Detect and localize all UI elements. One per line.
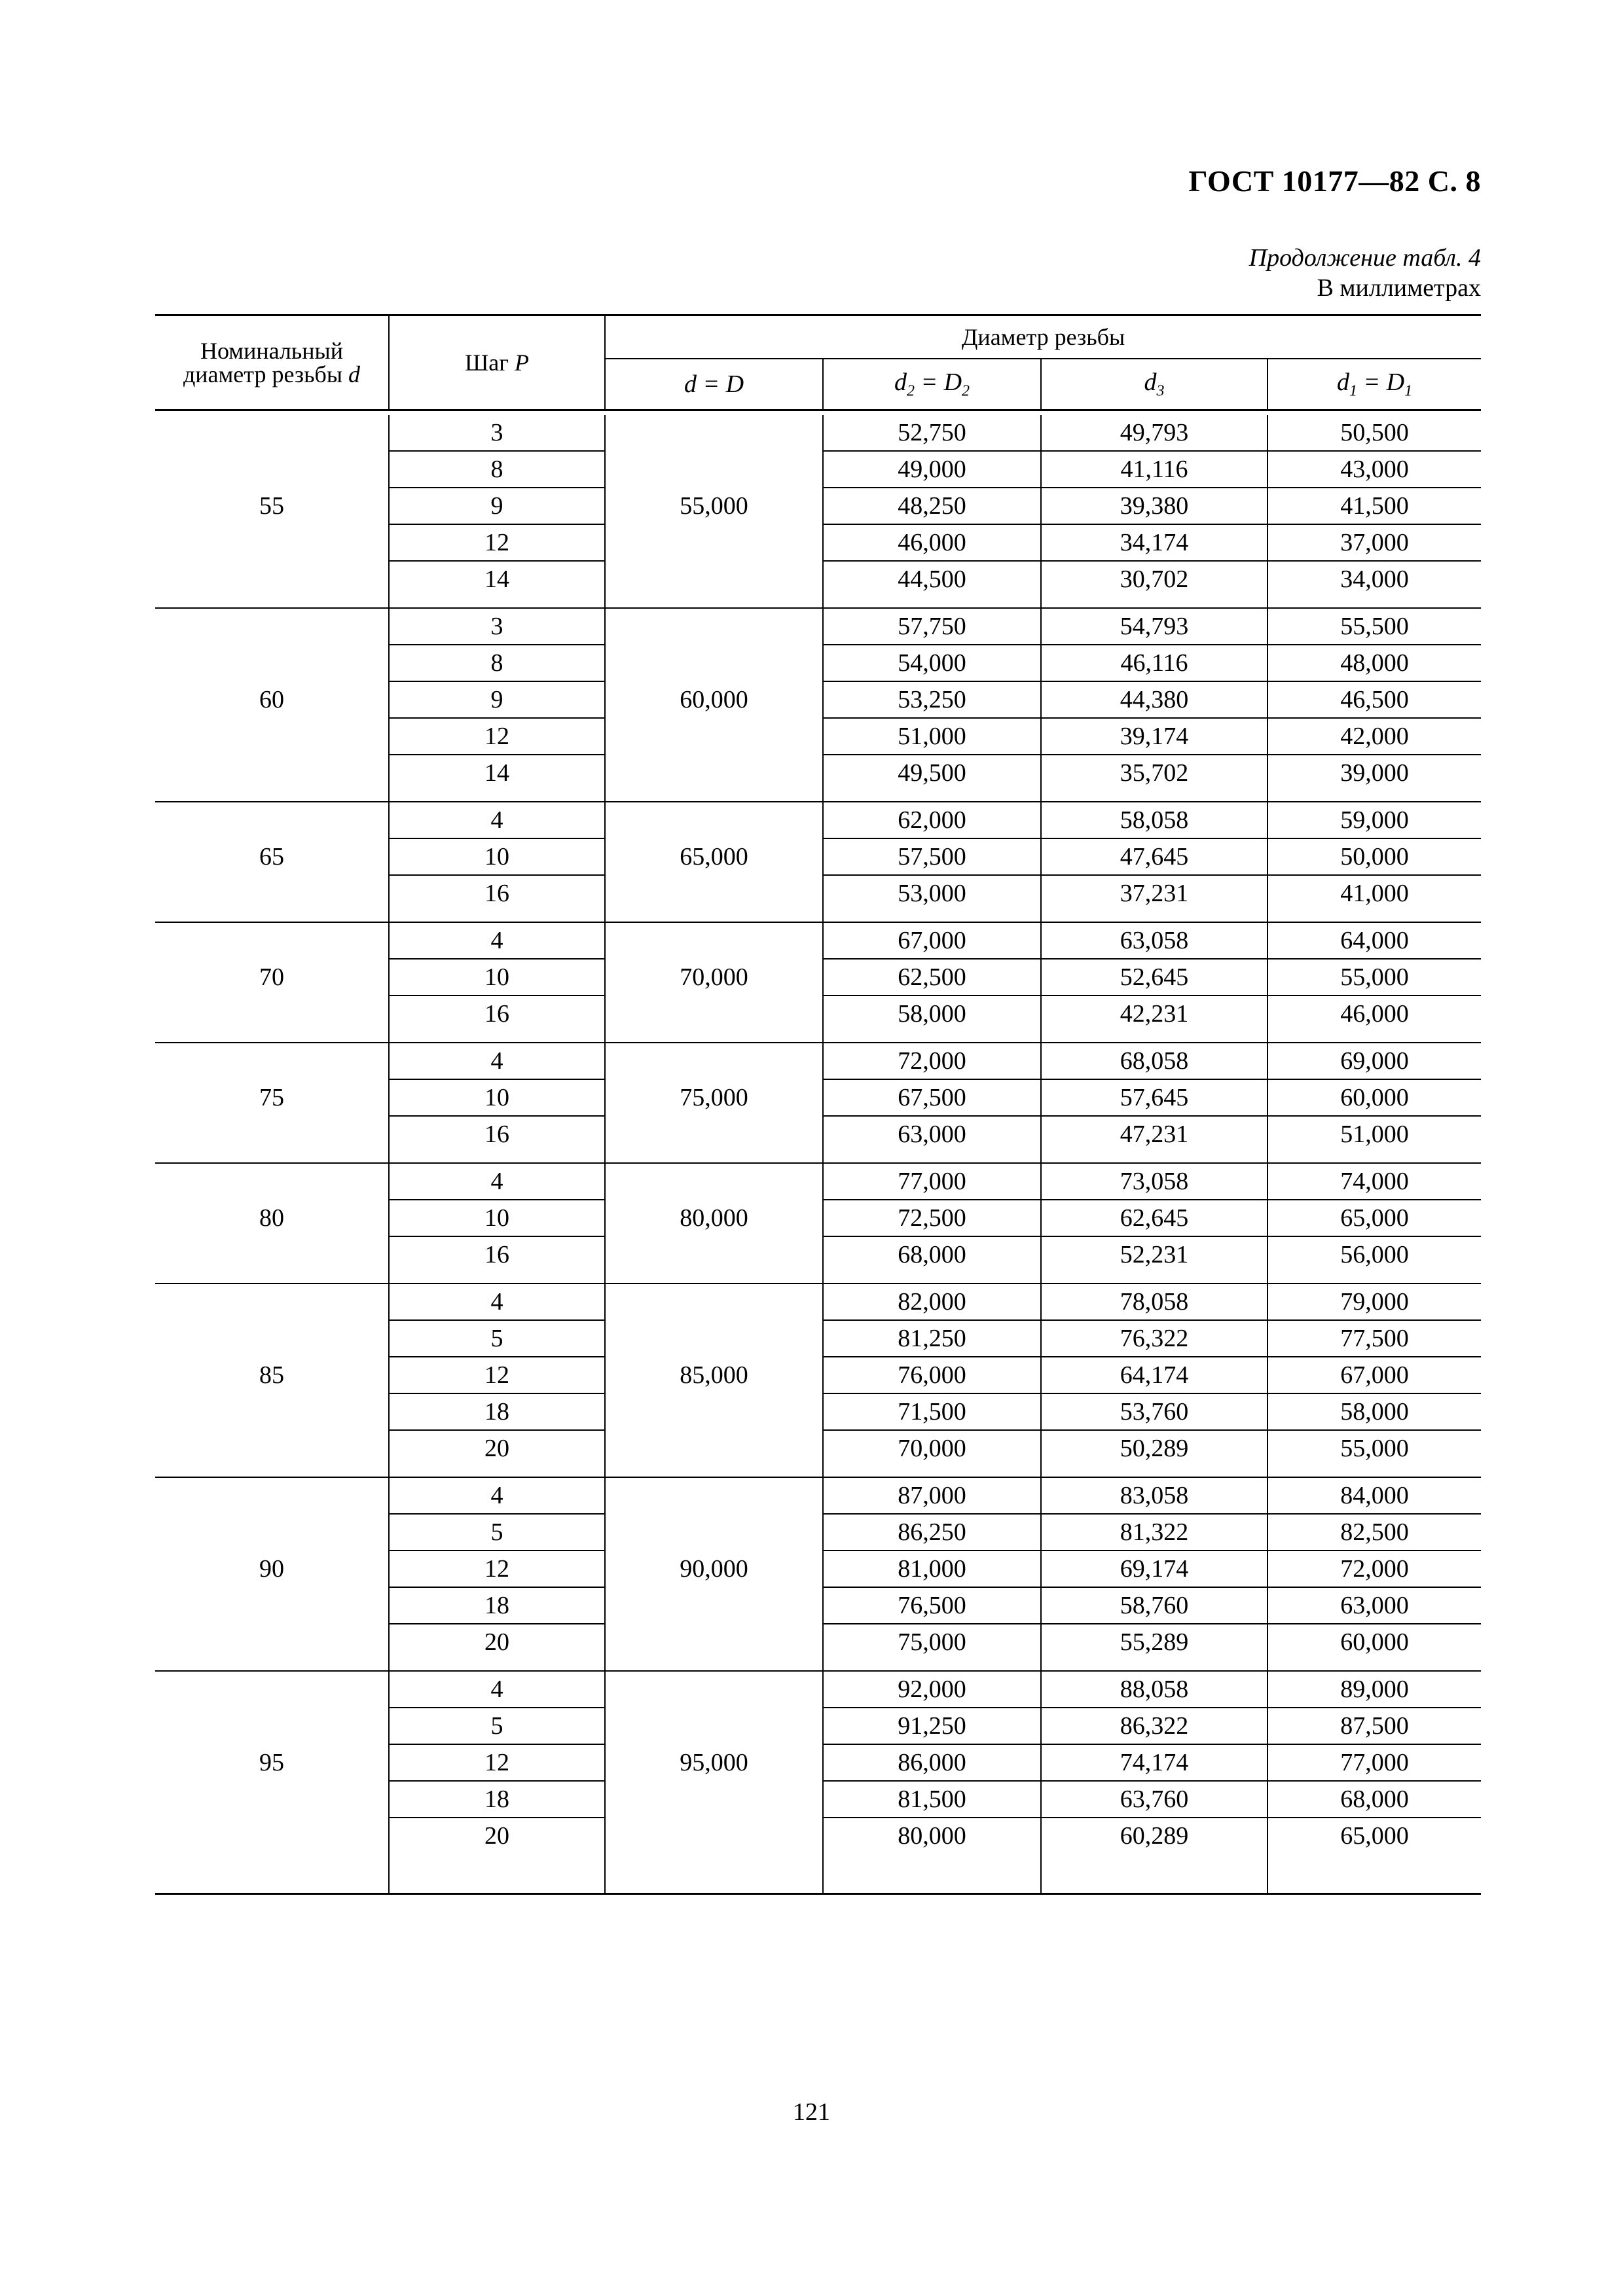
d3-cell: 73,058 — [1041, 1163, 1267, 1200]
page-number: 121 — [793, 2098, 830, 2126]
separator-cell — [823, 911, 1041, 922]
d2-cell: 81,250 — [823, 1320, 1041, 1357]
separator-cell — [155, 1031, 389, 1043]
separator-cell — [1267, 1854, 1481, 1894]
d2-cell: 44,500 — [823, 561, 1041, 597]
separator-cell — [1041, 1854, 1267, 1894]
table-row — [155, 922, 1481, 959]
d2-cell: 77,000 — [823, 1163, 1041, 1200]
pitch-cell: 16 — [389, 1236, 605, 1272]
separator-cell — [1267, 1466, 1481, 1477]
d2-cell: 62,500 — [823, 959, 1041, 996]
table-row — [155, 1477, 1481, 1514]
pitch-cell: 10 — [389, 1200, 605, 1236]
nominal-diameter-cell: 90 — [259, 1555, 284, 1583]
separator-cell — [605, 1854, 823, 1894]
d3-cell: 76,322 — [1041, 1320, 1267, 1357]
d3-cell: 86,322 — [1041, 1708, 1267, 1744]
d3-cell: 58,058 — [1041, 802, 1267, 838]
pitch-cell: 16 — [389, 996, 605, 1031]
group-separator — [155, 1854, 1481, 1894]
d2-cell: 57,750 — [823, 608, 1041, 645]
d1-cell: 51,000 — [1340, 1121, 1409, 1148]
separator-cell — [155, 597, 389, 608]
table-body — [155, 415, 1481, 1894]
d2-cell: 54,000 — [823, 645, 1041, 681]
d3-cell: 50,289 — [1041, 1430, 1267, 1466]
d2-cell: 48,250 — [823, 488, 1041, 524]
d2-cell: 67,000 — [823, 922, 1041, 959]
separator-cell — [389, 1031, 605, 1043]
pitch-cell: 16 — [389, 875, 605, 911]
separator-cell — [155, 1152, 389, 1163]
table-row — [155, 802, 1481, 838]
separator-cell — [823, 1031, 1041, 1043]
group-separator — [155, 911, 1481, 922]
separator-cell — [155, 911, 389, 922]
pitch-cell: 20 — [389, 1624, 605, 1660]
d1-cell: 56,000 — [1340, 1241, 1409, 1268]
pitch-cell: 18 — [389, 1781, 605, 1818]
pitch-cell: 10 — [389, 959, 605, 996]
separator-cell — [1267, 791, 1481, 802]
pitch-cell: 4 — [389, 922, 605, 959]
d3-cell: 62,645 — [1041, 1200, 1267, 1236]
separator-cell — [389, 911, 605, 922]
separator-cell — [1267, 1031, 1481, 1043]
group-separator — [155, 1660, 1481, 1671]
nominal-diameter-cell: 80 — [259, 1204, 284, 1232]
separator-cell — [1267, 911, 1481, 922]
d-equals-D-cell: 55,000 — [605, 415, 823, 597]
d3-cell: 57,645 — [1041, 1079, 1267, 1116]
d1-cell: 84,000 — [1267, 1477, 1481, 1514]
d2-cell: 81,500 — [823, 1781, 1041, 1818]
header-nominal-line2: диаметр резьбы d — [183, 361, 361, 387]
group-separator — [155, 1466, 1481, 1477]
pitch-cell: 20 — [389, 1818, 605, 1854]
d1-cell: 42,000 — [1267, 718, 1481, 755]
separator-cell — [823, 1854, 1041, 1894]
separator-cell — [1267, 1152, 1481, 1163]
nominal-diameter-cell: 65 — [259, 843, 284, 870]
d1-cell: 60,000 — [1340, 1628, 1409, 1656]
page-header: ГОСТ 10177—82 С. 8 — [1188, 164, 1481, 198]
d2-cell: 53,000 — [823, 875, 1041, 911]
d2-cell: 70,000 — [823, 1430, 1041, 1466]
d1-cell: 69,000 — [1267, 1043, 1481, 1079]
table-row — [155, 608, 1481, 645]
separator-cell — [1267, 1660, 1481, 1671]
separator-cell — [389, 1152, 605, 1163]
separator-cell — [605, 791, 823, 802]
d2-cell: 82,000 — [823, 1283, 1041, 1320]
pitch-cell: 10 — [389, 838, 605, 875]
d3-cell: 34,174 — [1041, 524, 1267, 561]
pitch-cell: 5 — [389, 1320, 605, 1357]
d1-cell: 55,000 — [1340, 1435, 1409, 1462]
d1-cell: 67,000 — [1267, 1357, 1481, 1393]
d1-cell: 58,000 — [1267, 1393, 1481, 1430]
separator-cell — [389, 597, 605, 608]
d1-cell: 87,500 — [1267, 1708, 1481, 1744]
table-row — [155, 415, 1481, 451]
pitch-cell: 4 — [389, 1043, 605, 1079]
d3-cell: 30,702 — [1041, 561, 1267, 597]
d1-cell: 59,000 — [1267, 802, 1481, 838]
pitch-cell: 3 — [389, 415, 605, 451]
separator-cell — [389, 1272, 605, 1283]
d1-cell: 82,500 — [1267, 1514, 1481, 1551]
d3-cell: 47,231 — [1041, 1116, 1267, 1152]
separator-cell — [1041, 1466, 1267, 1477]
d2-cell: 80,000 — [823, 1818, 1041, 1854]
d1-cell: 77,500 — [1267, 1320, 1481, 1357]
d3-cell: 49,793 — [1041, 415, 1267, 451]
d2-cell: 92,000 — [823, 1671, 1041, 1708]
d1-cell: 48,000 — [1267, 645, 1481, 681]
pitch-cell: 14 — [389, 561, 605, 597]
pitch-cell: 4 — [389, 1671, 605, 1708]
d2-cell: 91,250 — [823, 1708, 1041, 1744]
header-d2-equals-D2: $d_2 = D_2$ — [823, 359, 1041, 410]
d3-cell: 55,289 — [1041, 1624, 1267, 1660]
header-d-equals-D: d = D — [605, 359, 823, 410]
pitch-cell: 8 — [389, 451, 605, 488]
d1-cell: 46,500 — [1267, 681, 1481, 718]
nominal-diameter-cell: 75 — [259, 1084, 284, 1111]
separator-cell — [1041, 597, 1267, 608]
separator-cell — [389, 791, 605, 802]
pitch-cell: 12 — [389, 1357, 605, 1393]
separator-cell — [155, 1660, 389, 1671]
nominal-diameter-cell: 55 — [259, 492, 284, 520]
d1-cell: 65,000 — [1340, 1822, 1409, 1850]
group-separator — [155, 1031, 1481, 1043]
pitch-cell: 4 — [389, 802, 605, 838]
d3-cell: 35,702 — [1041, 755, 1267, 791]
separator-cell — [1041, 791, 1267, 802]
d3-cell: 39,380 — [1041, 488, 1267, 524]
d3-cell: 63,760 — [1041, 1781, 1267, 1818]
pitch-cell: 9 — [389, 681, 605, 718]
pitch-cell: 4 — [389, 1163, 605, 1200]
d3-cell: 83,058 — [1041, 1477, 1267, 1514]
d2-cell: 67,500 — [823, 1079, 1041, 1116]
nominal-diameter-cell: 70 — [259, 963, 284, 991]
separator-cell — [823, 1466, 1041, 1477]
separator-cell — [155, 1854, 389, 1894]
d-equals-D-cell: 65,000 — [605, 802, 823, 911]
separator-cell — [1041, 1152, 1267, 1163]
d1-cell: 72,000 — [1267, 1551, 1481, 1587]
pitch-cell: 5 — [389, 1514, 605, 1551]
table-continuation-caption: Продолжение табл. 4 — [1249, 244, 1481, 272]
group-separator — [155, 1152, 1481, 1163]
d3-cell: 88,058 — [1041, 1671, 1267, 1708]
separator-cell — [605, 1660, 823, 1671]
d2-cell: 75,000 — [823, 1624, 1041, 1660]
d2-cell: 62,000 — [823, 802, 1041, 838]
header-d1-equals-D1: $d_1 = D_1$ — [1336, 368, 1413, 400]
d2-cell: 52,750 — [823, 415, 1041, 451]
d1-cell: 68,000 — [1267, 1781, 1481, 1818]
separator-cell — [389, 1466, 605, 1477]
header-nominal-line1: Номинальный — [200, 338, 344, 364]
separator-cell — [389, 1854, 605, 1894]
pitch-cell: 8 — [389, 645, 605, 681]
nominal-diameter-cell: 95 — [259, 1749, 284, 1776]
separator-cell — [389, 1660, 605, 1671]
d3-cell: 41,116 — [1041, 451, 1267, 488]
pitch-cell: 12 — [389, 718, 605, 755]
d-equals-D-cell: 85,000 — [605, 1283, 823, 1466]
header-pitch: Шаг P — [389, 315, 605, 410]
d1-cell: 34,000 — [1340, 565, 1409, 593]
d2-cell: 49,000 — [823, 451, 1041, 488]
pitch-cell: 20 — [389, 1430, 605, 1466]
pitch-cell: 4 — [389, 1283, 605, 1320]
separator-cell — [1041, 1660, 1267, 1671]
d3-cell: 46,116 — [1041, 645, 1267, 681]
separator-cell — [823, 791, 1041, 802]
d3-cell: 52,645 — [1041, 959, 1267, 996]
d3-cell: 78,058 — [1041, 1283, 1267, 1320]
d1-cell: 65,000 — [1267, 1200, 1481, 1236]
d-equals-D-cell: 90,000 — [605, 1477, 823, 1660]
pitch-cell: 16 — [389, 1116, 605, 1152]
d-equals-D-cell: 60,000 — [605, 608, 823, 791]
d3-cell: 47,645 — [1041, 838, 1267, 875]
d3-cell: 52,231 — [1041, 1236, 1267, 1272]
d2-cell: 57,500 — [823, 838, 1041, 875]
table-row — [155, 1163, 1481, 1200]
d3-cell: 58,760 — [1041, 1587, 1267, 1624]
table-row — [155, 1283, 1481, 1320]
pitch-cell: 5 — [389, 1708, 605, 1744]
separator-cell — [605, 1466, 823, 1477]
d3-cell: 74,174 — [1041, 1744, 1267, 1781]
d1-cell: 37,000 — [1267, 524, 1481, 561]
d3-cell: 63,058 — [1041, 922, 1267, 959]
d1-cell: 79,000 — [1267, 1283, 1481, 1320]
d1-cell: 46,000 — [1340, 1000, 1409, 1028]
d3-cell: 81,322 — [1041, 1514, 1267, 1551]
d1-cell: 55,000 — [1267, 959, 1481, 996]
header-thread-diameter: Диаметр резьбы — [605, 315, 1481, 359]
separator-cell — [605, 597, 823, 608]
d2-cell: 72,500 — [823, 1200, 1041, 1236]
d2-cell: 86,250 — [823, 1514, 1041, 1551]
d2-cell: 87,000 — [823, 1477, 1041, 1514]
d2-cell: 72,000 — [823, 1043, 1041, 1079]
separator-cell — [605, 1031, 823, 1043]
d3-cell: 64,174 — [1041, 1357, 1267, 1393]
separator-cell — [823, 1152, 1041, 1163]
d2-cell: 51,000 — [823, 718, 1041, 755]
separator-cell — [823, 1272, 1041, 1283]
d2-cell: 46,000 — [823, 524, 1041, 561]
pitch-cell: 14 — [389, 755, 605, 791]
separator-cell — [823, 1660, 1041, 1671]
table-row — [155, 1043, 1481, 1079]
d2-cell: 53,250 — [823, 681, 1041, 718]
d2-cell: 76,500 — [823, 1587, 1041, 1624]
d2-cell: 76,000 — [823, 1357, 1041, 1393]
d1-cell: 39,000 — [1340, 759, 1409, 787]
d-equals-D-cell: 80,000 — [605, 1163, 823, 1272]
header-nominal-diameter — [155, 315, 389, 410]
d1-cell: 63,000 — [1267, 1587, 1481, 1624]
d1-cell: 41,500 — [1267, 488, 1481, 524]
nominal-diameter-cell: 85 — [259, 1361, 284, 1389]
d2-cell: 71,500 — [823, 1393, 1041, 1430]
pitch-cell: 4 — [389, 1477, 605, 1514]
thread-dimensions-table — [155, 314, 1481, 1895]
d-equals-D-cell: 95,000 — [605, 1671, 823, 1854]
d1-cell: 41,000 — [1340, 880, 1409, 907]
d1-cell: 64,000 — [1267, 922, 1481, 959]
pitch-cell: 12 — [389, 1551, 605, 1587]
d1-cell: 50,500 — [1267, 415, 1481, 451]
d2-cell: 81,000 — [823, 1551, 1041, 1587]
d1-cell: 55,500 — [1267, 608, 1481, 645]
d3-cell: 54,793 — [1041, 608, 1267, 645]
units-caption: В миллиметрах — [1317, 274, 1481, 302]
pitch-cell: 9 — [389, 488, 605, 524]
d2-cell: 68,000 — [823, 1236, 1041, 1272]
d1-cell: 50,000 — [1267, 838, 1481, 875]
d3-cell: 68,058 — [1041, 1043, 1267, 1079]
table-row — [155, 1671, 1481, 1708]
group-separator — [155, 791, 1481, 802]
d3-cell: 37,231 — [1041, 875, 1267, 911]
nominal-diameter-cell: 60 — [259, 686, 284, 713]
d3-cell: 39,174 — [1041, 718, 1267, 755]
separator-cell — [155, 791, 389, 802]
pitch-cell: 10 — [389, 1079, 605, 1116]
d3-cell: 60,289 — [1041, 1818, 1267, 1854]
separator-cell — [1041, 911, 1267, 922]
d3-cell: 53,760 — [1041, 1393, 1267, 1430]
pitch-cell: 18 — [389, 1587, 605, 1624]
group-separator — [155, 1272, 1481, 1283]
separator-cell — [605, 1272, 823, 1283]
group-separator — [155, 597, 1481, 608]
d3-cell: 69,174 — [1041, 1551, 1267, 1587]
header-d3: $d_3$ — [1041, 359, 1267, 410]
d-equals-D-cell: 75,000 — [605, 1043, 823, 1152]
d1-cell: 60,000 — [1267, 1079, 1481, 1116]
separator-cell — [155, 1272, 389, 1283]
d2-cell: 49,500 — [823, 755, 1041, 791]
separator-cell — [1041, 1031, 1267, 1043]
d3-cell: 44,380 — [1041, 681, 1267, 718]
d1-cell: 77,000 — [1267, 1744, 1481, 1781]
d1-cell: 89,000 — [1267, 1671, 1481, 1708]
separator-cell — [1267, 597, 1481, 608]
d1-cell: 74,000 — [1267, 1163, 1481, 1200]
separator-cell — [605, 1152, 823, 1163]
pitch-cell: 12 — [389, 1744, 605, 1781]
d2-cell: 58,000 — [823, 996, 1041, 1031]
d-equals-D-cell: 70,000 — [605, 922, 823, 1031]
d2-cell: 63,000 — [823, 1116, 1041, 1152]
header-separator — [155, 410, 1481, 416]
d2-cell: 86,000 — [823, 1744, 1041, 1781]
separator-cell — [155, 1466, 389, 1477]
separator-cell — [1041, 1272, 1267, 1283]
d3-cell: 42,231 — [1041, 996, 1267, 1031]
pitch-cell: 18 — [389, 1393, 605, 1430]
separator-cell — [1267, 1272, 1481, 1283]
separator-cell — [605, 911, 823, 922]
separator-cell — [823, 597, 1041, 608]
d1-cell: 43,000 — [1267, 451, 1481, 488]
pitch-cell: 3 — [389, 608, 605, 645]
pitch-cell: 12 — [389, 524, 605, 561]
